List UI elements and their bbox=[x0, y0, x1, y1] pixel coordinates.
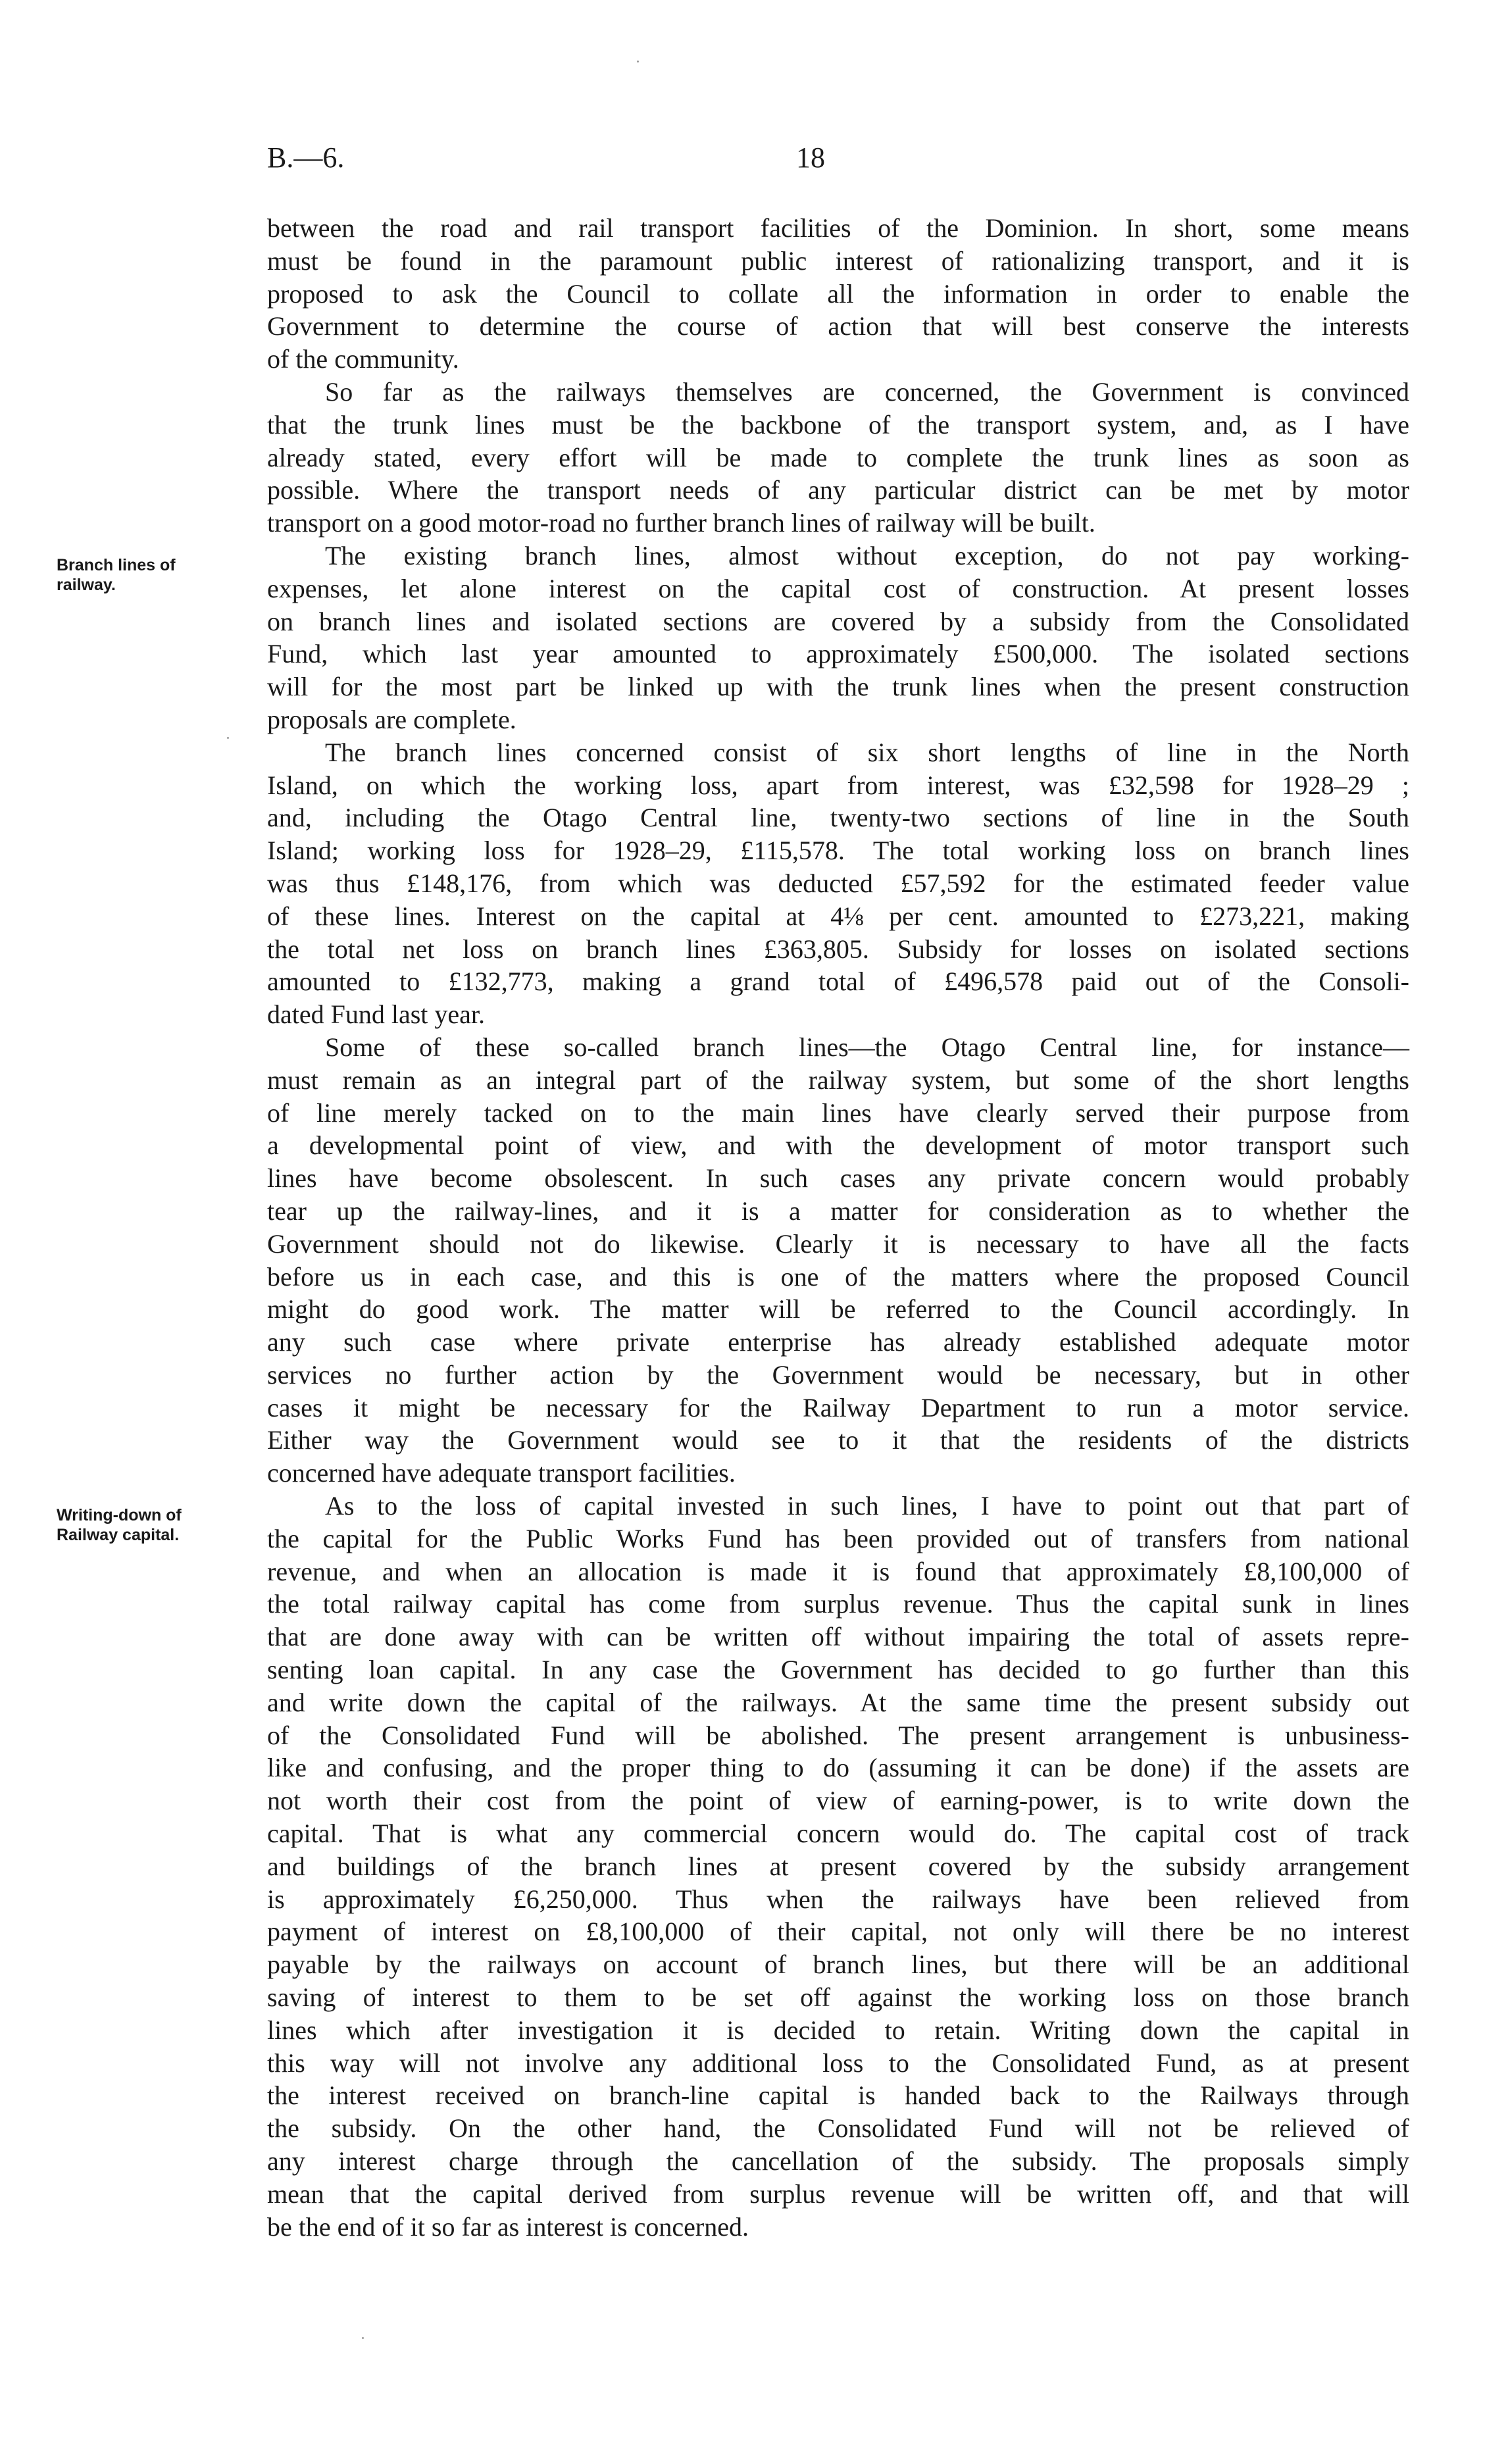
paragraph bbox=[267, 1490, 1409, 2243]
text-line: was thus £148,176, from which was deducted £57,592 for the estimated feeder value bbox=[267, 868, 1409, 898]
text-line: before us in each case, and this is one of the matters where the proposed Council bbox=[267, 1261, 1409, 1292]
paragraph bbox=[267, 736, 1409, 1031]
margin-note-line: Railway capital. bbox=[57, 1526, 180, 1544]
text-line: expenses, let alone interest on the capital cost of construction. At present losses bbox=[267, 573, 1409, 603]
scan-speck bbox=[637, 61, 639, 63]
text-line: capital. That is what any commercial concern would do. The capital cost of track bbox=[267, 1819, 1409, 1849]
text-line: lines which after investigation it is decided to retain. Writing down the capital in bbox=[267, 2015, 1409, 2045]
scan-speck bbox=[362, 2337, 364, 2339]
text-line: saving of interest to them to be set off against the working loss on those branch bbox=[267, 1982, 1409, 2013]
margin-note-writing-down bbox=[57, 1505, 247, 1545]
text-line: revenue, and when an allocation is made it is found that approximately £8,100,000 of bbox=[267, 1556, 1409, 1586]
text-line: the subsidy. On the other hand, the Consolidated Fund will not be relieved of bbox=[267, 2113, 1409, 2144]
text-line: Government should not do likewise. Clearly it is necessary to have all the facts bbox=[267, 1228, 1409, 1259]
text-line: Fund, which last year amounted to approximately £500,000. The isolated sections bbox=[267, 639, 1409, 669]
text-line: any such case where private enterprise has already established adequate motor bbox=[267, 1327, 1409, 1357]
text-line: of these lines. Interest on the capital at 4⅛ per cent. amounted to £273,221, making bbox=[267, 901, 1409, 931]
paragraph bbox=[267, 212, 1409, 376]
text-line: proposed to ask the Council to collate all the information in order to enable the bbox=[267, 278, 1409, 309]
text-line: that are done away with can be written off without impairing the total of assets repre- bbox=[267, 1622, 1409, 1652]
text-line: So far as the railways themselves are concerned, the Government is convinced bbox=[325, 376, 1409, 407]
document-code: B.—6. bbox=[267, 141, 345, 174]
text-line: must be found in the paramount public interest of rationalizing transport, and it is bbox=[267, 245, 1409, 276]
text-line: Either way the Government would see to it that the residents of the districts bbox=[267, 1425, 1409, 1455]
text-line: might do good work. The matter will be referred to the Council accordingly. In bbox=[267, 1294, 1409, 1324]
body-text bbox=[267, 212, 1409, 2243]
text-line: must remain as an integral part of the railway system, but some of the short lengths bbox=[267, 1065, 1409, 1095]
text-line: this way will not involve any additional loss to the Consolidated Fund, as at present bbox=[267, 2048, 1409, 2078]
page-number: 18 bbox=[796, 141, 825, 174]
text-line: mean that the capital derived from surplus revenue will be written off, and that will bbox=[267, 2178, 1409, 2209]
text-line: The existing branch lines, almost without exception, do not pay working- bbox=[325, 540, 1409, 570]
margin-note-line: Writing-down of bbox=[57, 1506, 182, 1524]
text-line: and write down the capital of the railways. At the same time the present subsidy out bbox=[267, 1687, 1409, 1717]
text-line: Some of these so-called branch lines—the Otago Central line, for instance— bbox=[325, 1032, 1409, 1062]
text-line: the total net loss on branch lines £363,805. Subsidy for losses on isolated sections bbox=[267, 934, 1409, 964]
text-line: that the trunk lines must be the backbone of the transport system, and, as I have bbox=[267, 409, 1409, 440]
text-line: cases it might be necessary for the Railway Department to run a motor service. bbox=[267, 1392, 1409, 1422]
margin-note-line: railway. bbox=[57, 576, 116, 594]
text-line: not worth their cost from the point of view of earning-power, is to write down the bbox=[267, 1786, 1409, 1816]
text-line: the interest received on branch-line capital is handed back to the Railways through bbox=[267, 2080, 1409, 2111]
text-line: payment of interest on £8,100,000 of their capital, not only will there be no interest bbox=[267, 1917, 1409, 1947]
paragraph bbox=[267, 540, 1409, 736]
text-line: The branch lines concerned consist of six short lengths of line in the North bbox=[325, 737, 1409, 767]
text-line: the capital for the Public Works Fund has been provided out of transfers from national bbox=[267, 1523, 1409, 1553]
paragraph bbox=[267, 376, 1409, 540]
text-line: tear up the railway-lines, and it is a matter for consideration as to whether the bbox=[267, 1195, 1409, 1226]
text-line: dated Fund last year. bbox=[267, 999, 486, 1030]
text-line: and buildings of the branch lines at present covered by the subsidy arrangement bbox=[267, 1851, 1409, 1881]
text-line: be the end of it so far as interest is concerned. bbox=[267, 2211, 749, 2242]
margin-note-branch-lines bbox=[57, 555, 247, 595]
text-line: proposals are complete. bbox=[267, 704, 516, 734]
text-line: and, including the Otago Central line, twenty-two sections of line in the South bbox=[267, 803, 1409, 833]
text-line: senting loan capital. In any case the Government has decided to go further than this bbox=[267, 1655, 1409, 1685]
text-line: Island; working loss for 1928–29, £115,578. The total working loss on branch lines bbox=[267, 836, 1409, 866]
scan-speck bbox=[227, 737, 229, 739]
text-line: is approximately £6,250,000. Thus when the railways have been relieved from bbox=[267, 1884, 1409, 1914]
text-line: of line merely tacked on to the main lines have clearly served their purpose from bbox=[267, 1097, 1409, 1128]
text-line: Government to determine the course of action that will best conserve the interests bbox=[267, 311, 1409, 341]
text-line: like and confusing, and the proper thing to do (assuming it can be done) if the assets are bbox=[267, 1753, 1409, 1783]
text-line: payable by the railways on account of branch lines, but there will be an additional bbox=[267, 1949, 1409, 1980]
text-line: Island, on which the working loss, apart from interest, was £32,598 for 1928–29 ; bbox=[267, 770, 1409, 800]
text-line: of the Consolidated Fund will be abolished. The present arrangement is unbusiness- bbox=[267, 1720, 1409, 1750]
text-line: on branch lines and isolated sections are covered by a subsidy from the Consolidated bbox=[267, 606, 1409, 636]
text-line: services no further action by the Government would be necessary, but in other bbox=[267, 1359, 1409, 1390]
text-line: the total railway capital has come from surplus revenue. Thus the capital sunk in lines bbox=[267, 1589, 1409, 1619]
text-line: concerned have adequate transport facilities. bbox=[267, 1458, 736, 1488]
text-line: a developmental point of view, and with the development of motor transport such bbox=[267, 1130, 1409, 1161]
paragraph bbox=[267, 1031, 1409, 1490]
text-line: transport on a good motor-road no further branch lines of railway will be built. bbox=[267, 508, 1095, 538]
text-line: possible. Where the transport needs of any particular district can be met by motor bbox=[267, 475, 1409, 505]
text-line: of the community. bbox=[267, 344, 459, 374]
text-line: any interest charge through the cancellation of the subsidy. The proposals simply bbox=[267, 2146, 1409, 2176]
text-line: between the road and rail transport facilities of the Dominion. In short, some means bbox=[267, 213, 1409, 243]
text-line: lines have become obsolescent. In such cases any private concern would probably bbox=[267, 1163, 1409, 1194]
text-line: already stated, every effort will be made to complete the trunk lines as soon as bbox=[267, 442, 1409, 472]
margin-note-line: Branch lines of bbox=[57, 556, 176, 574]
text-line: As to the loss of capital invested in such lines, I have to point out that part of bbox=[325, 1491, 1409, 1521]
text-line: will for the most part be linked up with the trunk lines when the present construction bbox=[267, 672, 1409, 702]
text-line: amounted to £132,773, making a grand total of £496,578 paid out of the Consoli- bbox=[267, 967, 1409, 997]
